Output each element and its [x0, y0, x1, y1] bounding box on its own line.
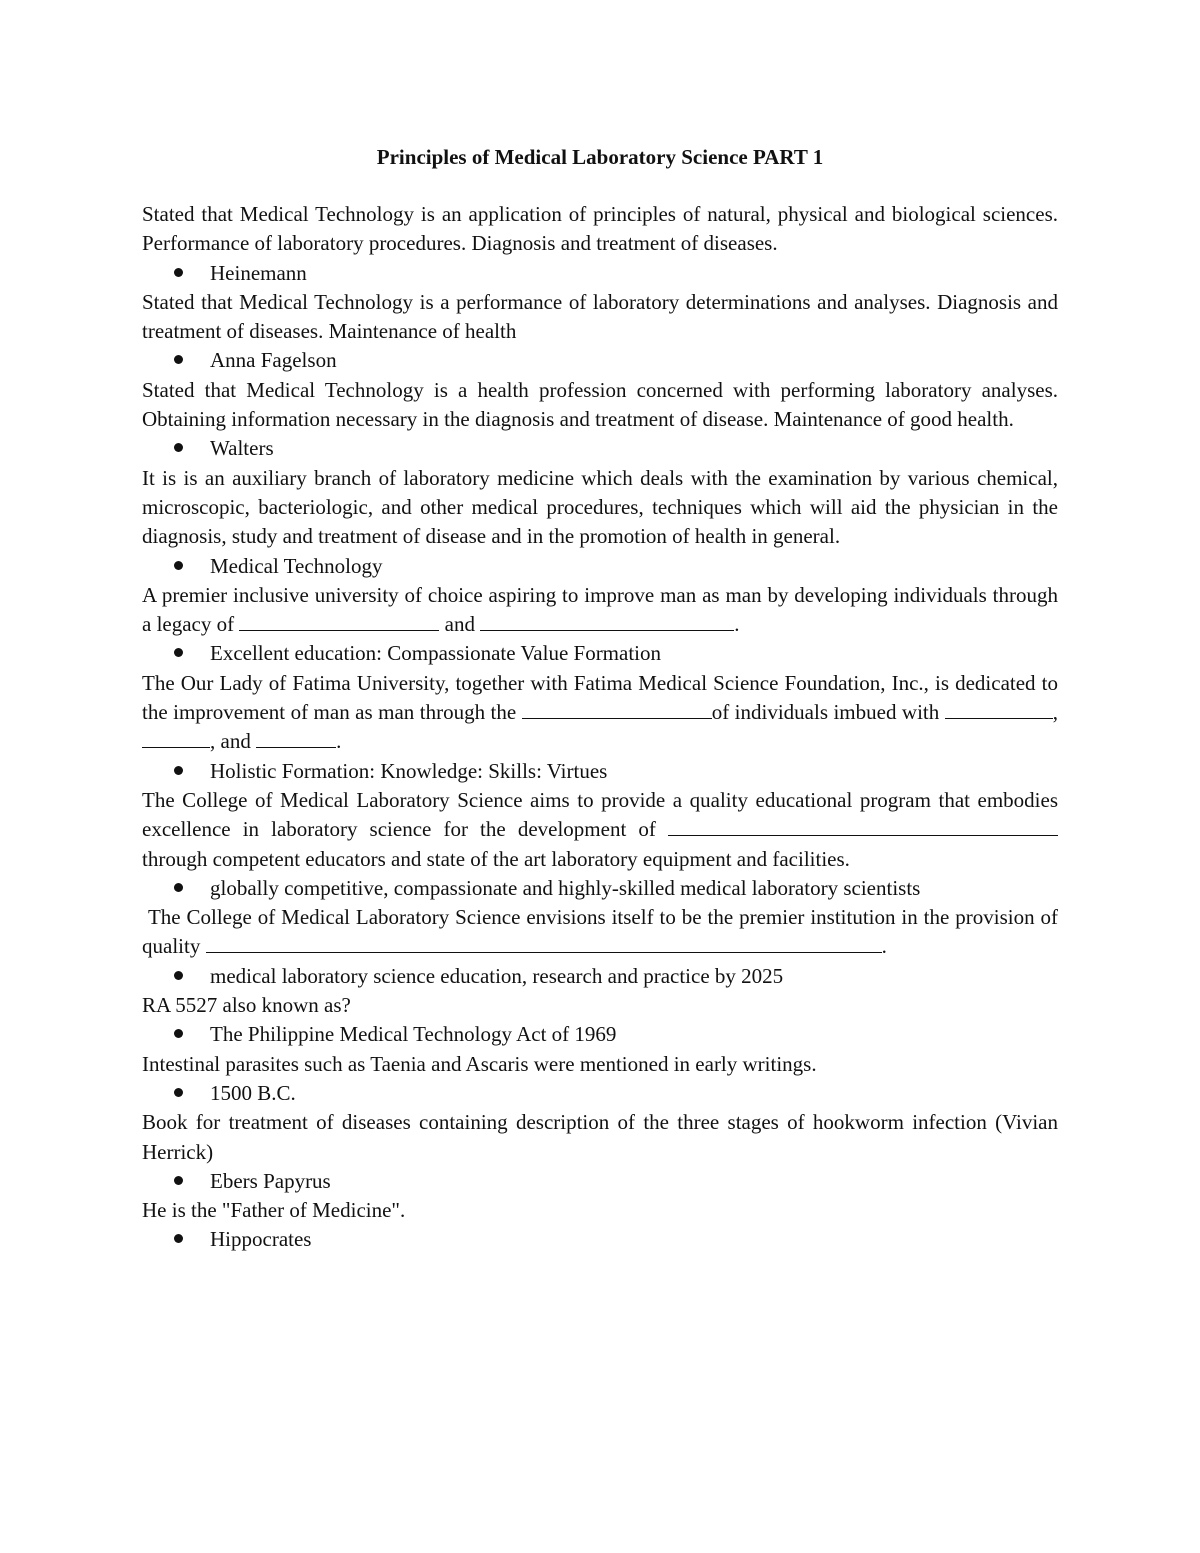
question-part: , — [1052, 700, 1058, 725]
question-part: A premier inclusive university of choice aspiring to improve man as man by developing individuals through a legacy of — [142, 582, 1058, 637]
entry-5 — [142, 581, 1058, 669]
answer-item — [142, 1167, 1058, 1196]
answer-text: Excellent education: Compassionate Value Formation — [210, 641, 662, 666]
bullet-icon — [174, 883, 183, 892]
bullet-icon — [174, 443, 183, 452]
answer-text: Walters — [210, 436, 274, 461]
fill-blank — [522, 700, 712, 719]
answer-text: Ebers Papyrus — [210, 1168, 331, 1193]
answer-text: globally competitive, compassionate and highly-skilled medical laboratory scientists — [210, 875, 921, 900]
bullet-icon — [174, 355, 183, 364]
answer-item — [142, 434, 1058, 463]
question-part: . — [734, 612, 740, 637]
fill-blank — [668, 817, 1058, 836]
question-text — [142, 903, 1064, 962]
question-text — [142, 581, 1058, 640]
question-part: of individuals imbued with — [711, 700, 945, 725]
fill-blank — [239, 612, 439, 631]
answer-item — [142, 1079, 1058, 1108]
question-part: The College of Medical Laboratory Science aims to provide a quality educational program that embodies excellence in laboratory science for the development of — [142, 787, 1058, 842]
fill-blank — [256, 729, 336, 748]
bullet-icon — [174, 1234, 183, 1243]
entry-2 — [142, 288, 1058, 376]
question-part: The College of Medical Laboratory Science envisions itself to be the premier institution in the provision of quality — [142, 905, 1064, 959]
question-part: and — [439, 612, 481, 637]
fill-blank — [206, 934, 882, 953]
answer-text: medical laboratory science education, research and practice by 2025 — [210, 963, 784, 988]
question-part: through competent educators and state of the art laboratory equipment and facilities. — [142, 846, 850, 871]
answer-text: The Philippine Medical Technology Act of 1969 — [210, 1022, 617, 1047]
fill-blank — [480, 612, 734, 631]
answer-text: Heinemann — [210, 260, 307, 285]
bullet-icon — [174, 1176, 183, 1185]
bullet-icon — [174, 648, 183, 657]
question-part: . — [336, 729, 342, 754]
bullet-icon — [174, 1088, 183, 1097]
entry-4 — [142, 464, 1058, 581]
document-page — [142, 142, 1064, 1255]
bullet-icon — [174, 561, 183, 570]
bullet-icon — [174, 971, 183, 980]
question-text: Intestinal parasites such as Taenia and Ascaris were mentioned in early writings. — [142, 1051, 817, 1076]
entry-10 — [142, 1050, 1058, 1109]
question-part: . — [881, 934, 887, 959]
question-text: Book for treatment of diseases containing description of the three stages of hookworm infection (Vivian Herrick) — [142, 1110, 1058, 1164]
answer-item — [142, 962, 1058, 991]
entry-12 — [142, 1196, 1058, 1255]
answer-item — [142, 757, 1058, 786]
answer-item — [142, 1225, 1058, 1254]
answer-item — [142, 259, 1058, 288]
question-text: Stated that Medical Technology is an application of principles of natural, physical and biological sciences. Performance of laboratory procedures. Diagnosis and treatment of diseases. — [142, 202, 1058, 256]
answer-item — [142, 874, 1058, 903]
entry-7 — [142, 786, 1058, 903]
answer-item — [142, 639, 1058, 668]
question-text — [142, 669, 1058, 757]
answer-item — [142, 552, 1058, 581]
answer-text: 1500 B.C. — [210, 1080, 296, 1105]
document-title: Principles of Medical Laboratory Science PART 1 — [376, 145, 824, 169]
entry-1 — [142, 200, 1058, 288]
entry-8 — [142, 903, 1064, 991]
question-text — [142, 786, 1058, 874]
entry-11 — [142, 1108, 1058, 1196]
entry-3 — [142, 376, 1058, 464]
question-text: It is is an auxiliary branch of laboratory medicine which deals with the examination by various chemical, microscopic, bacteriologic, and other medical procedures, techniques which will aid the physician in the diagnosis, study and treatment of disease and in the promotion of health in general. — [142, 465, 1058, 549]
bullet-icon — [174, 268, 183, 277]
question-text: RA 5527 also known as? — [142, 993, 351, 1018]
fill-blank — [142, 729, 210, 748]
answer-item — [142, 1020, 1058, 1049]
answer-item — [142, 346, 1058, 375]
bullet-icon — [174, 766, 183, 775]
question-text: He is the "Father of Medicine". — [142, 1198, 406, 1223]
question-part: , and — [210, 729, 257, 754]
entry-6 — [142, 669, 1058, 786]
question-text: Stated that Medical Technology is a health profession concerned with performing laboratory analyses. Obtaining information necessary in the diagnosis and treatment of disease. Maintenance of good health. — [142, 377, 1058, 432]
question-part: The Our Lady of Fatima University, together with Fatima Medical Science Foundation, Inc., is dedicated to the improvement of man as man through the — [142, 670, 1058, 725]
answer-text: Holistic Formation: Knowledge: Skills: Virtues — [210, 758, 608, 783]
fill-blank — [945, 700, 1053, 719]
answer-text: Hippocrates — [210, 1227, 312, 1252]
question-text: Stated that Medical Technology is a performance of laboratory determinations and analyses. Diagnosis and treatment of diseases. Maintenance of health — [142, 289, 1058, 344]
entry-9 — [142, 991, 1058, 1050]
bullet-icon — [174, 1029, 183, 1038]
answer-text: Anna Fagelson — [210, 348, 337, 373]
answer-text: Medical Technology — [210, 553, 383, 578]
